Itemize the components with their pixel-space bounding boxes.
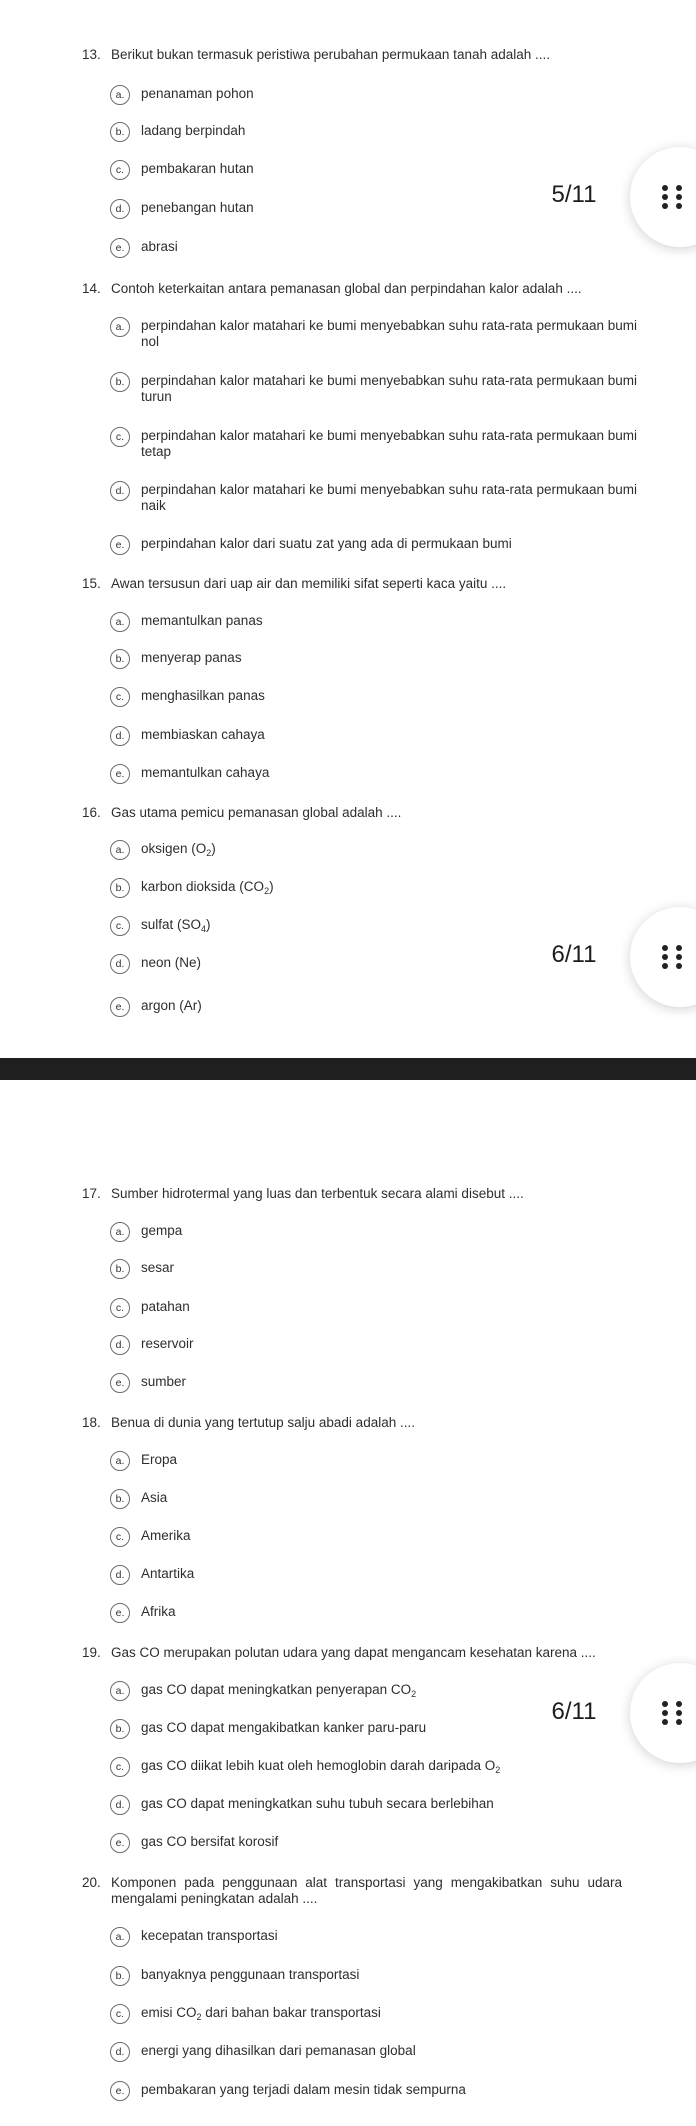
option-text: energi yang dihasilkan dari pemanasan global [141,2043,416,2058]
option-letter-badge: e. [110,764,130,784]
option-text: emisi $CO_2$ dari bahan bakar transportasi [141,2005,381,2022]
option-text: kecepatan transportasi [141,1928,278,1943]
page-counter: 6/11 [551,941,597,968]
grid-dots-icon [662,945,684,969]
option-letter-badge: a. [110,612,130,632]
option-letter-badge: c. [110,427,130,447]
question-number: 20. [82,1875,101,1890]
option-letter-badge: c. [110,916,130,936]
option-letter-badge: a. [110,1451,130,1471]
question-stem: Gas CO merupakan polutan udara yang dapat mengancam kesehatan karena .... [111,1645,596,1660]
question-stem: Awan tersusun dari uap air dan memiliki sifat seperti kaca yaitu .... [111,576,507,591]
option-text: gas CO dapat mengakibatkan kanker paru-paru [141,1720,427,1735]
option-text: penanaman pohon [141,86,254,101]
option-letter-badge: e. [110,1833,130,1853]
option-letter-badge: c. [110,1298,130,1318]
option-text: banyaknya penggunaan transportasi [141,1967,360,1982]
question-stem: Komponen pada penggunaan alat transportasi yang mengakibatkan suhu udara mengalami peningkatan adalah .... [111,1875,622,1906]
option-letter-badge: e. [110,535,130,555]
question-number: 15. [82,576,101,591]
option-text: karbon dioksida $(CO_2)$ [141,879,274,896]
option-text: reservoir [141,1336,194,1351]
menu-fab[interactable] [630,1663,696,1763]
option-text: pembakaran hutan [141,161,254,176]
option-text: sesar [141,1260,175,1275]
option-text: argon (Ar) [141,998,202,1013]
option-text: patahan [141,1299,190,1314]
option-text: memantulkan cahaya [141,765,270,780]
menu-fab[interactable] [630,147,696,247]
option-letter-badge: b. [110,372,130,392]
page-counter: 5/11 [551,181,597,208]
option-text: gempa [141,1223,183,1238]
option-text: gas CO diikat lebih kuat oleh hemoglobin darah daripada $O_2$ [141,1758,501,1775]
option-letter-badge: d. [110,1335,130,1355]
option-letter-badge: d. [110,726,130,746]
question-stem: Contoh keterkaitan antara pemanasan global dan perpindahan kalor adalah .... [111,281,582,296]
option-text: menghasilkan panas [141,688,265,703]
question-stem: Sumber hidrotermal yang luas dan terbentuk secara alami disebut .... [111,1186,524,1201]
option-letter-badge: d. [110,1795,130,1815]
scan-page-2 [0,1080,696,2126]
option-text: memantulkan panas [141,613,263,628]
option-letter-badge: e. [110,2081,130,2101]
grid-dots-icon [662,1701,684,1725]
option-text: pembakaran yang terjadi dalam mesin tidak sempurna [141,2082,466,2097]
option-letter-badge: b. [110,1259,130,1279]
option-letter-badge: c. [110,1527,130,1547]
option-letter-badge: d. [110,199,130,219]
option-letter-badge: b. [110,1719,130,1739]
option-letter-badge: d. [110,2042,130,2062]
option-text: sumber [141,1374,187,1389]
option-text: gas CO dapat meningkatkan penyerapan $CO_2$ [141,1682,417,1699]
option-letter-badge: a. [110,1927,130,1947]
option-letter-badge: e. [110,997,130,1017]
option-letter-badge: b. [110,1966,130,1986]
option-text: membiaskan cahaya [141,727,265,742]
option-text: perpindahan kalor matahari ke bumi menyebabkan suhu rata-rata permukaan bumi tetap [141,428,638,459]
option-letter-badge: b. [110,649,130,669]
option-text: sulfat $(SO_4)$ [141,917,211,934]
option-text: Antartika [141,1566,195,1581]
option-letter-badge: e. [110,238,130,258]
question-number: 18. [82,1415,101,1430]
option-letter-badge: a. [110,1222,130,1242]
option-letter-badge: b. [110,1489,130,1509]
option-letter-badge: c. [110,2004,130,2024]
option-text: ladang berpindah [141,123,246,138]
option-letter-badge: b. [110,122,130,142]
option-letter-badge: c. [110,160,130,180]
option-text: Afrika [141,1604,176,1619]
option-letter-badge: c. [110,1757,130,1777]
option-letter-badge: d. [110,954,130,974]
option-text: perpindahan kalor dari suatu zat yang ada di permukaan bumi [141,536,512,551]
menu-fab[interactable] [630,907,696,1007]
option-letter-badge: d. [110,481,130,501]
question-stem: Gas utama pemicu pemanasan global adalah .... [111,805,402,820]
option-text: penebangan hutan [141,200,254,215]
option-text: Asia [141,1490,168,1505]
option-text: Amerika [141,1528,191,1543]
question-number: 19. [82,1645,101,1660]
option-text: abrasi [141,239,178,254]
option-letter-badge: e. [110,1373,130,1393]
question-stem: Berikut bukan termasuk peristiwa perubahan permukaan tanah adalah .... [111,47,551,62]
grid-dots-icon [662,185,684,209]
scan-page-1 [0,0,696,1058]
option-text: perpindahan kalor matahari ke bumi menyebabkan suhu rata-rata permukaan bumi naik [141,482,638,513]
option-text: perpindahan kalor matahari ke bumi menyebabkan suhu rata-rata permukaan bumi turun [141,373,638,404]
question-number: 14. [82,281,101,296]
option-text: gas CO bersifat korosif [141,1834,279,1849]
option-letter-badge: a. [110,85,130,105]
option-letter-badge: e. [110,1603,130,1623]
question-number: 16. [82,805,101,820]
option-letter-badge: a. [110,1681,130,1701]
option-letter-badge: c. [110,687,130,707]
option-text: Eropa [141,1452,178,1467]
question-number: 17. [82,1186,101,1201]
option-text: neon (Ne) [141,955,202,970]
option-text: oksigen $(O_2)$ [141,841,216,858]
page-counter: 6/11 [551,1698,597,1725]
option-letter-badge: d. [110,1565,130,1585]
question-number: 13. [82,47,101,62]
option-text: perpindahan kalor matahari ke bumi menyebabkan suhu rata-rata permukaan bumi nol [141,318,638,349]
option-letter-badge: a. [110,317,130,337]
page-divider [0,1058,696,1080]
option-text: menyerap panas [141,650,242,665]
option-letter-badge: a. [110,840,130,860]
question-stem: Benua di dunia yang tertutup salju abadi adalah .... [111,1415,415,1430]
option-letter-badge: b. [110,878,130,898]
option-text: gas CO dapat meningkatkan suhu tubuh secara berlebihan [141,1796,494,1811]
